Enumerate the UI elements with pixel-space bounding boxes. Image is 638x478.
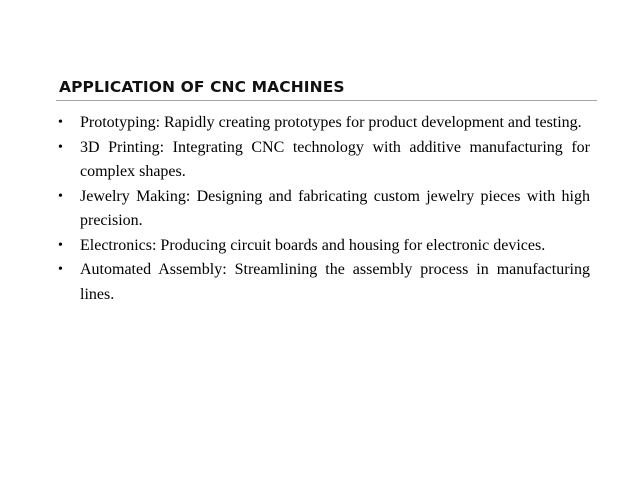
- bullet-icon: •: [58, 237, 63, 253]
- bullet-item-prototyping: [56, 111, 590, 136]
- bullet-text: 3D Printing: Integrating CNC technology with additive manufacturing for complex shapes.: [80, 138, 590, 180]
- bullet-list: [56, 111, 590, 307]
- bullet-item-3d-printing: [56, 136, 590, 185]
- bullet-item-electronics: [56, 234, 590, 259]
- bullet-icon: •: [58, 188, 63, 204]
- bullet-icon: •: [58, 139, 63, 155]
- bullet-icon: •: [58, 115, 63, 130]
- bullet-text: Prototyping: Rapidly creating prototypes for product development and testing.: [80, 114, 582, 131]
- slide-title: APPLICATION OF CNC MACHINES: [59, 78, 345, 96]
- title-divider: [56, 100, 597, 101]
- bullet-item-automated-assembly: [56, 258, 590, 307]
- bullet-item-jewelry-making: [56, 185, 590, 234]
- bullet-text: Jewelry Making: Designing and fabricating custom jewelry pieces with high precision.: [80, 187, 590, 229]
- bullet-text: Electronics: Producing circuit boards and housing for electronic devices.: [80, 236, 546, 254]
- bullet-icon: •: [58, 262, 63, 277]
- bullet-text: Automated Assembly: Streamlining the assembly process in manufacturing lines.: [80, 261, 590, 303]
